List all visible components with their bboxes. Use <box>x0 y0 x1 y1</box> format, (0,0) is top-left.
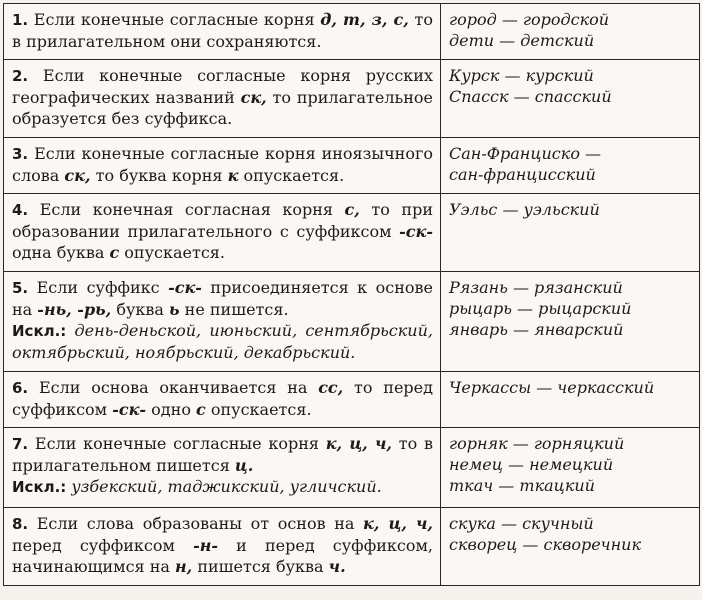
rule-number: 3. <box>12 145 29 163</box>
example-line: дети — детский <box>449 31 595 50</box>
rule-letters: с <box>196 400 206 419</box>
rule-part: то в прилагательном они сохраняются. <box>12 10 434 51</box>
rule-row-5 <box>4 272 700 372</box>
examples-cell <box>441 60 700 138</box>
rule-part: Если конечные согласные корня иноязычного слова <box>12 144 433 185</box>
rule-letters: к <box>227 166 239 185</box>
rule-row-4 <box>4 194 700 272</box>
rule-text <box>4 272 441 372</box>
rule-part: то перед суффиксом <box>12 378 433 419</box>
rule-text <box>4 508 441 586</box>
rule-letters: ч. <box>328 557 346 576</box>
spelling-rules-table <box>3 3 700 586</box>
rule-row-1 <box>4 4 700 60</box>
rule-letters: н, <box>175 557 193 576</box>
example-line: скука — скучный <box>449 514 594 533</box>
rule-part: то при образовании прилагательного с суффиксом <box>12 200 433 241</box>
rule-part: опускается. <box>205 400 312 419</box>
rule-text <box>4 4 441 60</box>
rule-letters: -ск- <box>399 222 433 241</box>
rule-part: пишется буква <box>192 557 329 576</box>
rule-letters: -нь, -рь, <box>37 300 112 319</box>
rule-number: 1. <box>12 11 29 29</box>
example-line: Спасск — спасский <box>449 87 612 106</box>
rule-letters: сс, <box>318 378 344 397</box>
rule-number: 7. <box>12 435 29 453</box>
example-line: рыцарь — рыцарский <box>449 299 632 318</box>
rule-number: 4. <box>12 201 29 219</box>
rule-number: 5. <box>12 279 29 297</box>
examples-cell <box>441 4 700 60</box>
examples-cell <box>441 194 700 272</box>
rule-part: присоединяется к основе на <box>12 278 434 319</box>
rule-letters: ск, <box>240 88 267 107</box>
rule-row-2 <box>4 60 700 138</box>
rule-part: одно <box>146 400 197 419</box>
example-line: горняк — горняцкий <box>449 434 625 453</box>
rule-part: Если конечная согласная корня <box>39 200 345 219</box>
rule-text <box>4 428 441 508</box>
rule-part: опускается. <box>119 243 225 262</box>
examples-cell <box>441 372 700 428</box>
rule-letters: -ск- <box>112 400 147 419</box>
rule-letters: с, <box>344 200 360 219</box>
example-line: скворец — скворечник <box>449 535 642 554</box>
rule-row-6 <box>4 372 700 428</box>
example-line: Курск — курский <box>449 66 594 85</box>
rule-text <box>4 60 441 138</box>
rule-number: 8. <box>12 515 29 533</box>
rule-part: то прилагательное образуется без суффикса. <box>12 88 433 128</box>
rule-row-3 <box>4 138 700 194</box>
example-line: Черкассы — черкасский <box>449 378 655 397</box>
rule-text <box>4 138 441 194</box>
examples-cell <box>441 272 700 372</box>
rule-letters: ь <box>169 300 180 319</box>
rule-letters: к, ц, ч, <box>363 514 433 533</box>
rule-row-7 <box>4 428 700 508</box>
example-line: Сан-Франциско — <box>449 144 602 163</box>
rule-letters: ск, <box>64 166 91 185</box>
rule-letters: -ск- <box>168 278 202 297</box>
example-line: немец — немецкий <box>449 455 614 474</box>
rule-part: то в прилагательном пишется <box>12 434 433 475</box>
exception-words: узбекский, таджикский, угличский. <box>66 477 382 496</box>
rule-row-8 <box>4 508 700 586</box>
rule-letters: с <box>109 243 120 262</box>
example-line: сан-францисский <box>449 165 596 184</box>
rule-part: опускается. <box>238 166 345 185</box>
rule-part: перед суффиксом <box>12 536 194 555</box>
examples-cell <box>441 428 700 508</box>
rule-part: и перед суффиксом, начинающимся на <box>12 536 434 576</box>
example-line: Уэльс — уэльский <box>449 200 600 219</box>
rule-letters: -н- <box>193 536 219 555</box>
rule-part: Если основа оканчивается на <box>38 378 319 397</box>
rule-part: Если конечные согласные корня русских географических названий <box>12 66 433 107</box>
rule-part: то буква корня <box>90 166 228 185</box>
rule-text <box>4 372 441 428</box>
rule-part: Если конечные согласные корня <box>33 10 321 29</box>
rule-part: буква <box>111 300 170 319</box>
exception-words: день-деньской, июньский, сентябрьский, октябрьский, ноябрьский, декабрьский. <box>12 321 433 362</box>
rule-part: не пишется. <box>179 300 289 319</box>
exception-label: Искл.: <box>12 478 67 496</box>
rule-part: Если конечные согласные корня <box>34 434 326 453</box>
rule-part: Если слова образованы от основ на <box>36 514 364 533</box>
example-line: Рязань — рязанский <box>449 278 623 297</box>
rule-letters: д, т, з, с, <box>320 10 409 29</box>
rule-number: 6. <box>12 379 29 397</box>
examples-cell <box>441 138 700 194</box>
rule-number: 2. <box>12 67 29 85</box>
example-line: январь — январский <box>449 320 624 339</box>
rule-letters: к, ц, ч, <box>325 434 392 453</box>
rule-part: одна буква <box>12 243 110 262</box>
exception-label: Искл.: <box>12 322 67 340</box>
example-line: ткач — ткацкий <box>449 476 595 495</box>
example-line: город — городской <box>449 10 610 29</box>
examples-cell <box>441 508 700 586</box>
rule-text <box>4 194 441 272</box>
rule-letters: ц. <box>234 456 254 475</box>
rule-part: Если суффикс <box>36 278 169 297</box>
